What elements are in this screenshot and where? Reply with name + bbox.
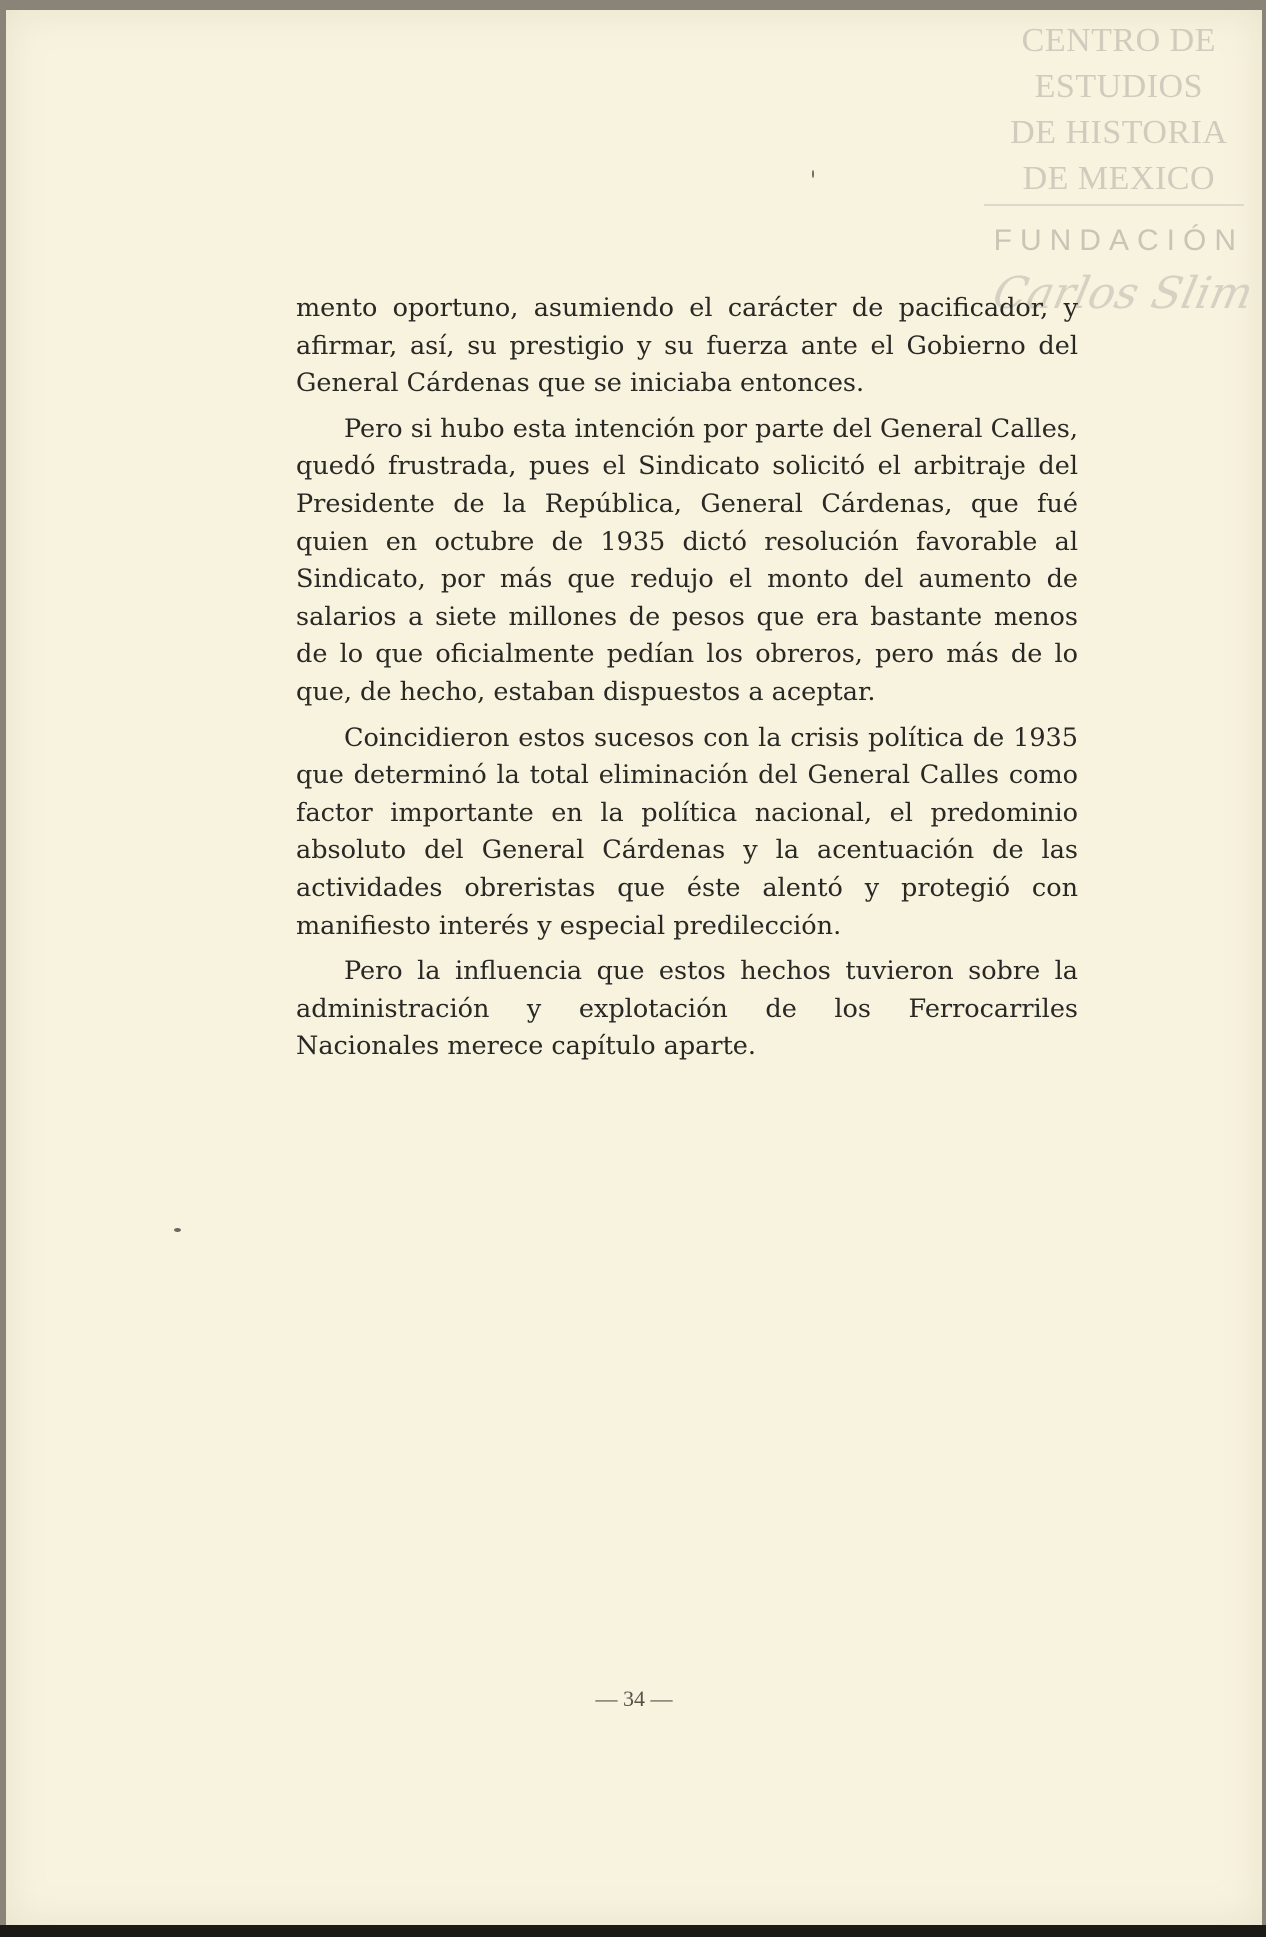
- scan-edge: [0, 1925, 1266, 1937]
- watermark-line-3: DE HISTORIA: [1010, 114, 1228, 151]
- watermark-line-1: CENTRO DE: [1021, 22, 1216, 59]
- archive-watermark: [994, 18, 1244, 264]
- paragraph-2: Pero si hubo esta intención por parte del General Calles, quedó frustrada, pues el Sindicato solicitó el arbitraje del Presidente de la República, General Cárdenas, que fué quien en octubre de 1935 dictó resolución favorable al Sindicato, por más que redujo el monto del aumento de salarios a siete millones de pesos que era bastante menos de lo que oficialmente pedían los obreros, pero más de lo que, de hecho, estaban dispuestos a aceptar.: [296, 413, 1078, 707]
- watermark-foundation: FUNDACIÓN: [993, 224, 1244, 257]
- paragraph-1: mento oportuno, asumiendo el carácter de pacificador, y afirmar, así, su prestigio y su fuerza ante el Gobierno del General Cárdenas que se iniciaba entonces.: [296, 293, 1078, 399]
- watermark-line-2: ESTUDIOS: [1034, 68, 1203, 105]
- watermark-line-4: DE MEXICO: [1022, 160, 1216, 197]
- paper-speck: [174, 1228, 181, 1232]
- paragraph-4: Pero la influencia que estos hechos tuvieron sobre la administración y explotación de los Ferrocarriles Nacionales merece capítulo aparte.: [296, 956, 1078, 1062]
- watermark-divider: [984, 204, 1244, 206]
- body-text: [296, 290, 1078, 1074]
- signature-watermark: Carlos Slim: [988, 268, 1258, 319]
- page-number: — 34 —: [595, 1686, 673, 1711]
- paragraph-3: Coincidieron estos sucesos con la crisis política de 1935 que determinó la total eliminación del General Calles como factor importante en la política nacional, el predominio absoluto del General Cárdenas y la acentuación de las actividades obreristas que éste alentó y protegió con manifiesto interés y especial predilección.: [296, 722, 1078, 941]
- document-page: [6, 10, 1262, 1925]
- paper-speck: [812, 170, 814, 178]
